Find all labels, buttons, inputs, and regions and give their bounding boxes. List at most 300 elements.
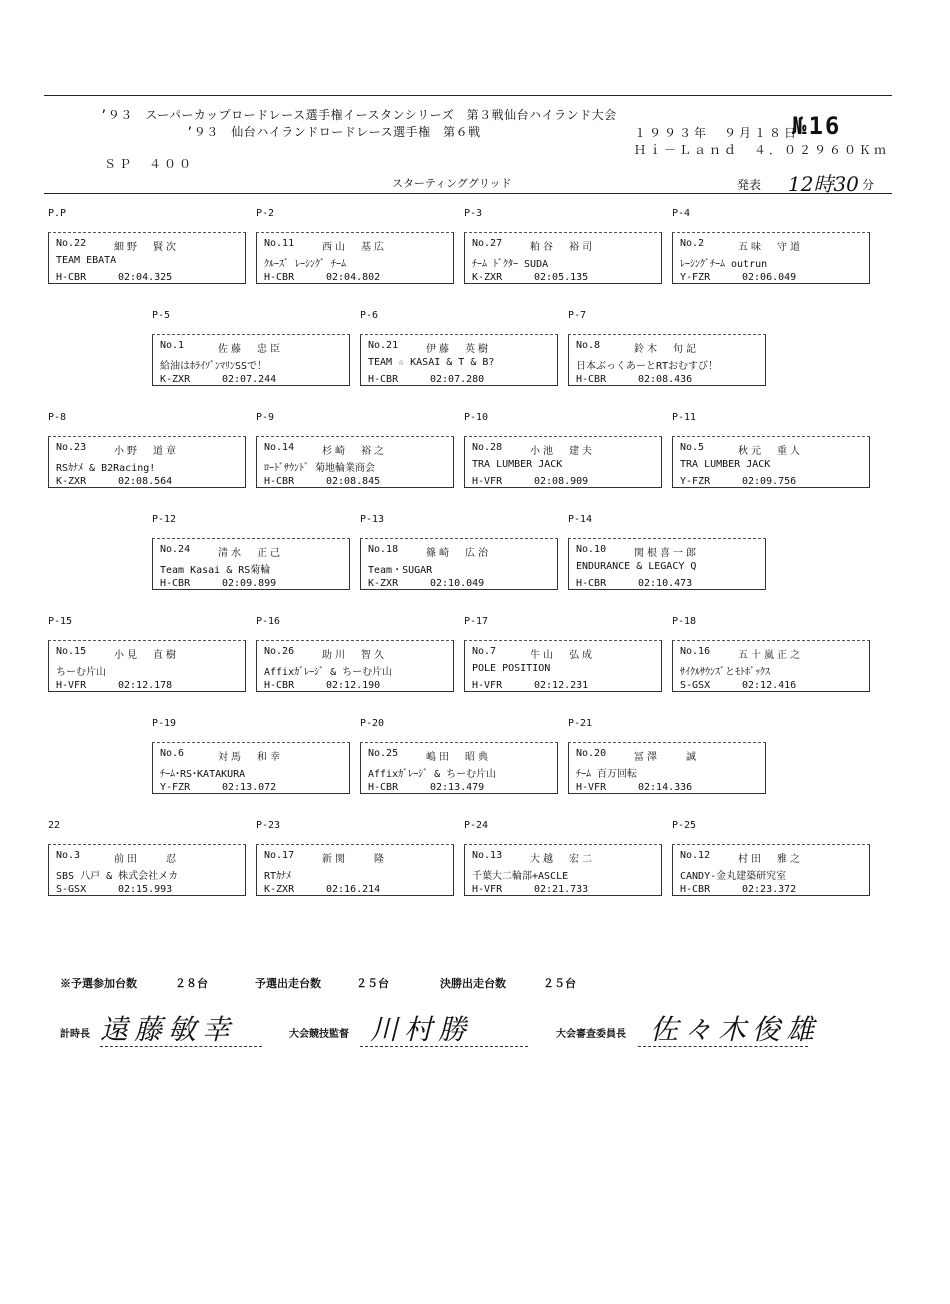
car-number: No.22 [56, 238, 87, 249]
car-number: No.23 [56, 442, 87, 453]
qualifying-time: 02:12.231 [534, 680, 589, 691]
machine: H-CBR [160, 578, 191, 589]
qualifying-time: 02:04.325 [118, 272, 173, 283]
rider-name: 新関 隆 [322, 854, 387, 865]
card-border [661, 437, 662, 488]
rider-name: 西山 基広 [322, 242, 387, 253]
card-border [765, 743, 766, 794]
car-number: No.16 [680, 646, 711, 657]
card-border [152, 793, 350, 794]
machine: H-VFR [56, 680, 87, 691]
steward-label: 大会審査委員長 [556, 1029, 626, 1040]
qualifying-time: 02:15.993 [118, 884, 173, 895]
team-name: RTｶﾅﾒ [264, 871, 292, 882]
grid-entry-card [672, 840, 870, 898]
page-title: スターティンググリッド [392, 177, 512, 190]
timekeeper-sign-line [100, 1046, 262, 1047]
car-number: No.13 [472, 850, 503, 861]
team-name: ｸﾙｰｽﾞ ﾚｰｼﾝｸﾞ ﾁｰﾑ [264, 259, 347, 270]
qualifying-time: 02:14.336 [638, 782, 693, 793]
machine: K-ZXR [472, 272, 503, 283]
car-number: No.28 [472, 442, 503, 453]
card-border [568, 539, 569, 590]
rider-name: 牛山 弘成 [530, 650, 595, 661]
car-number: No.3 [56, 850, 81, 861]
team-name: CANDY-金丸建築研究室 [680, 871, 787, 882]
card-border [672, 691, 870, 692]
team-name: Affixｶﾞﾚｰｼﾞ & ちーむ片山 [368, 769, 497, 780]
grid-entry-card [256, 228, 454, 286]
card-border [256, 641, 257, 692]
card-border [152, 385, 350, 386]
card-border [152, 335, 153, 386]
grid-entry-card [152, 330, 350, 388]
grid-position-label: P-13 [360, 514, 385, 525]
machine: H-CBR [264, 476, 295, 487]
car-number: No.20 [576, 748, 607, 759]
qualifying-time: 02:10.473 [638, 578, 693, 589]
grid-position-label: P-21 [568, 718, 593, 729]
grid-position-label: P-3 [464, 208, 483, 219]
timekeeper-label: 計時長 [60, 1029, 90, 1040]
card-border [48, 233, 49, 284]
machine: H-CBR [56, 272, 87, 283]
grid-position-label: P-9 [256, 412, 275, 423]
grid-position-label: P-6 [360, 310, 379, 321]
card-border [464, 691, 662, 692]
card-border [464, 641, 465, 692]
qualifying-time: 02:07.280 [430, 374, 485, 385]
rider-name: 鈴木 旬記 [634, 344, 699, 355]
machine: H-CBR [264, 680, 295, 691]
machine: S-GSX [680, 680, 711, 691]
qualifying-time: 02:06.049 [742, 272, 797, 283]
car-number: No.10 [576, 544, 607, 555]
team-name: ちーむ片山 [56, 667, 106, 678]
machine: K-ZXR [368, 578, 399, 589]
card-border [568, 538, 766, 539]
qualifying-time: 02:12.178 [118, 680, 173, 691]
card-border [152, 334, 350, 335]
grid-entry-card [48, 636, 246, 694]
car-number: No.8 [576, 340, 601, 351]
card-border [661, 845, 662, 896]
card-border [48, 641, 49, 692]
header-rule-top [44, 95, 892, 96]
card-border [568, 742, 766, 743]
announce-label: 発表 [737, 178, 762, 192]
grid-position-label: 22 [48, 820, 61, 831]
card-border [672, 845, 673, 896]
card-border [464, 845, 465, 896]
card-border [48, 691, 246, 692]
grid-entry-card [672, 432, 870, 490]
qualifying-time: 02:09.899 [222, 578, 277, 589]
card-border [464, 895, 662, 896]
car-number: No.18 [368, 544, 399, 555]
team-name: ﾁｰﾑ･RS･KATAKURA [160, 769, 246, 780]
card-border [349, 335, 350, 386]
card-border [360, 335, 361, 386]
card-border [152, 538, 350, 539]
card-border [672, 233, 673, 284]
machine: H-CBR [368, 782, 399, 793]
card-border [48, 232, 246, 233]
card-border [349, 539, 350, 590]
machine: K-ZXR [160, 374, 191, 385]
grid-position-label: P-7 [568, 310, 587, 321]
card-border [453, 641, 454, 692]
card-border [464, 283, 662, 284]
car-number: No.7 [472, 646, 497, 657]
card-border [869, 641, 870, 692]
qualifying-time: 02:07.244 [222, 374, 277, 385]
qualifying-time: 02:13.479 [430, 782, 485, 793]
rider-name: 杉崎 裕之 [322, 446, 387, 457]
card-border [360, 539, 361, 590]
rider-name: 嶋田 昭典 [426, 752, 491, 763]
machine: H-VFR [472, 680, 503, 691]
card-border [453, 845, 454, 896]
car-number: No.1 [160, 340, 185, 351]
card-border [152, 589, 350, 590]
final-starters-label: 決勝出走台数 [440, 977, 506, 990]
card-border [557, 539, 558, 590]
card-border [568, 334, 766, 335]
team-name: RSｶﾅﾒ & B2Racing! [56, 463, 156, 474]
card-border [152, 539, 153, 590]
qualifying-time: 02:08.564 [118, 476, 173, 487]
qualifying-time: 02:10.049 [430, 578, 485, 589]
qualifying-time: 02:08.436 [638, 374, 693, 385]
card-border [360, 538, 558, 539]
card-border [672, 436, 870, 437]
card-border [48, 845, 49, 896]
series-title-line2: ’９３ 仙台ハイランドロードレース選手権 第６戦 [186, 125, 481, 139]
grid-entry-card [256, 432, 454, 490]
card-border [672, 232, 870, 233]
card-border [48, 437, 49, 488]
machine: K-ZXR [264, 884, 295, 895]
machine: H-CBR [264, 272, 295, 283]
qualifying-time: 02:13.072 [222, 782, 277, 793]
card-border [672, 844, 870, 845]
grid-entry-card [360, 738, 558, 796]
qualifying-time: 02:08.845 [326, 476, 381, 487]
grid-entry-card [464, 636, 662, 694]
car-number: No.24 [160, 544, 191, 555]
car-number: No.14 [264, 442, 295, 453]
grid-entry-card [256, 840, 454, 898]
card-border [557, 743, 558, 794]
team-name: ｻｲｸﾙｻｳﾝｽﾞとﾓﾄﾎﾞｯｸｽ [680, 667, 770, 678]
card-border [360, 793, 558, 794]
rider-name: 清水 正己 [218, 548, 283, 559]
grid-position-label: P-5 [152, 310, 171, 321]
card-border [152, 743, 153, 794]
card-border [464, 437, 465, 488]
grid-entry-card [568, 738, 766, 796]
card-border [464, 487, 662, 488]
team-name: Team・SUGAR [368, 565, 433, 576]
card-border [557, 335, 558, 386]
grid-position-label: P-14 [568, 514, 593, 525]
car-number: No.15 [56, 646, 87, 657]
card-border [245, 233, 246, 284]
qualifying-time: 02:21.733 [534, 884, 589, 895]
team-name: 給油はﾎﾗｲｿﾞﾝﾏﾘﾝSSで！ [160, 361, 268, 372]
card-border [869, 233, 870, 284]
rider-name: 小見 直樹 [114, 650, 179, 661]
card-border [48, 487, 246, 488]
rider-name: 前田 忍 [114, 854, 179, 865]
event-date: １９９３年 ９月１８日 [634, 126, 800, 140]
machine: H-CBR [680, 884, 711, 895]
qualifying-time: 02:16.214 [326, 884, 381, 895]
card-border [256, 895, 454, 896]
card-border [464, 844, 662, 845]
rider-name: 助川 智久 [322, 650, 387, 661]
race-class: ＳＰ ４００ [104, 157, 195, 171]
team-name: ﾚｰｼﾝｸﾞﾁｰﾑ outrun [680, 259, 768, 270]
card-border [48, 436, 246, 437]
card-border [256, 283, 454, 284]
team-name: SBS 八戸 & 株式会社メカ [56, 871, 179, 882]
rider-name: 篠崎 広治 [426, 548, 491, 559]
card-border [48, 283, 246, 284]
qualifying-time: 02:12.190 [326, 680, 381, 691]
grid-entry-card [568, 534, 766, 592]
car-number: No.2 [680, 238, 705, 249]
machine: K-ZXR [56, 476, 87, 487]
car-number: No.25 [368, 748, 399, 759]
document-number: №16 [792, 112, 842, 140]
card-border [568, 589, 766, 590]
rider-name: 村田 雅之 [738, 854, 803, 865]
grid-entry-card [672, 228, 870, 286]
grid-entry-card [152, 534, 350, 592]
card-border [349, 743, 350, 794]
card-border [661, 233, 662, 284]
grid-entry-card [48, 228, 246, 286]
grid-position-label: P-16 [256, 616, 281, 627]
machine: H-VFR [472, 476, 503, 487]
team-name: Affixｶﾞﾚｰｼﾞ & ちーむ片山 [264, 667, 393, 678]
team-name: Team Kasai & RS菊輪 [160, 565, 271, 576]
card-border [453, 437, 454, 488]
grid-position-label: P-23 [256, 820, 281, 831]
card-border [464, 233, 465, 284]
card-border [672, 487, 870, 488]
grid-entry-card [464, 228, 662, 286]
grid-position-label: P-18 [672, 616, 697, 627]
rider-name: 小池 建夫 [530, 446, 595, 457]
card-border [672, 641, 673, 692]
car-number: No.5 [680, 442, 705, 453]
machine: H-VFR [472, 884, 503, 895]
announce-time-handwritten: 12時30 [788, 172, 859, 196]
final-starters-value: ２５台 [543, 977, 576, 990]
card-border [568, 385, 766, 386]
rider-name: 五十嵐正之 [738, 650, 803, 661]
rider-name: 冨澤 誠 [634, 752, 699, 763]
grid-entry-card [464, 432, 662, 490]
qualifying-time: 02:12.416 [742, 680, 797, 691]
card-border [464, 232, 662, 233]
team-name: ENDURANCE & LEGACY Q [576, 561, 697, 572]
card-border [360, 742, 558, 743]
steward-sign-line [638, 1046, 808, 1047]
team-name: ﾛｰﾄﾞｻｳﾝﾄﾞ 菊地輪業商会 [264, 463, 376, 474]
team-name: ﾁｰﾑ 百万回転 [576, 769, 638, 780]
grid-entry-card [568, 330, 766, 388]
card-border [464, 436, 662, 437]
team-name: TRA LUMBER JACK [680, 459, 771, 470]
card-border [672, 283, 870, 284]
series-title-line1: ’９３ スーパーカップロードレース選手権イースタンシリーズ 第３戦仙台ハイランド大会 [100, 108, 617, 122]
rider-name: 大越 宏二 [530, 854, 595, 865]
qualifying-time: 02:08.909 [534, 476, 589, 487]
card-border [256, 436, 454, 437]
announce-unit: 分 [862, 178, 875, 192]
grid-position-label: P-17 [464, 616, 489, 627]
director-sign-line [360, 1046, 528, 1047]
director-signature: 川村勝 [370, 1013, 473, 1046]
card-border [568, 793, 766, 794]
team-name: ﾁｰﾑ ﾄﾞｸﾀｰ SUDA [472, 259, 549, 270]
rider-name: 秋元 重人 [738, 446, 803, 457]
team-name: 日本ぶっくあーとRTおむすび！ [576, 361, 719, 372]
car-number: No.26 [264, 646, 295, 657]
timekeeper-signature: 遠藤敏幸 [100, 1013, 237, 1046]
card-border [256, 845, 257, 896]
card-border [256, 437, 257, 488]
card-border [360, 334, 558, 335]
qual-entries-value: ２８台 [175, 977, 208, 990]
machine: Y-FZR [680, 476, 711, 487]
rider-name: 対馬 和幸 [218, 752, 283, 763]
card-border [869, 845, 870, 896]
card-border [256, 640, 454, 641]
grid-position-label: P.P [48, 208, 67, 219]
rider-name: 細野 賢次 [114, 242, 179, 253]
qual-starters-label: 予選出走台数 [255, 977, 321, 990]
grid-entry-card [672, 636, 870, 694]
car-number: No.21 [368, 340, 399, 351]
card-border [672, 895, 870, 896]
rider-name: 関根喜一郎 [634, 548, 699, 559]
qualifying-time: 02:09.756 [742, 476, 797, 487]
rider-name: 伊藤 英樹 [426, 344, 491, 355]
card-border [360, 385, 558, 386]
grid-position-label: P-19 [152, 718, 177, 729]
card-border [245, 437, 246, 488]
card-border [48, 895, 246, 896]
card-border [765, 335, 766, 386]
machine: H-CBR [368, 374, 399, 385]
card-border [360, 743, 361, 794]
card-border [256, 232, 454, 233]
card-border [453, 233, 454, 284]
grid-position-label: P-11 [672, 412, 697, 423]
card-border [672, 437, 673, 488]
car-number: No.11 [264, 238, 295, 249]
rider-name: 小野 道章 [114, 446, 179, 457]
card-border [245, 641, 246, 692]
grid-position-label: P-2 [256, 208, 275, 219]
car-number: No.12 [680, 850, 711, 861]
qualifying-time: 02:05.135 [534, 272, 589, 283]
card-border [48, 640, 246, 641]
grid-position-label: P-10 [464, 412, 489, 423]
rider-name: 五味 守道 [738, 242, 803, 253]
venue-distance: Ｈｉ－Ｌａｎｄ ４．０２９６０Ｋｍ [634, 143, 890, 157]
card-border [256, 233, 257, 284]
card-border [869, 437, 870, 488]
card-border [661, 641, 662, 692]
grid-entry-card [152, 738, 350, 796]
card-border [256, 691, 454, 692]
grid-position-label: P-8 [48, 412, 67, 423]
grid-entry-card [48, 840, 246, 898]
qualifying-time: 02:23.372 [742, 884, 797, 895]
team-name: TEAM EBATA [56, 255, 117, 266]
grid-entry-card [256, 636, 454, 694]
qualifying-time: 02:04.802 [326, 272, 381, 283]
team-name: TRA LUMBER JACK [472, 459, 563, 470]
card-border [245, 845, 246, 896]
header-rule-bottom [44, 193, 892, 194]
machine: H-VFR [576, 782, 607, 793]
grid-entry-card [464, 840, 662, 898]
director-label: 大会競技監督 [289, 1029, 349, 1040]
grid-entry-card [48, 432, 246, 490]
grid-position-label: P-12 [152, 514, 177, 525]
card-border [360, 589, 558, 590]
card-border [672, 640, 870, 641]
card-border [256, 487, 454, 488]
card-border [152, 742, 350, 743]
qual-entries-label: ※予選参加台数 [60, 977, 137, 990]
team-name: TEAM ☆ KASAI & T & B? [368, 357, 495, 368]
grid-position-label: P-20 [360, 718, 385, 729]
card-border [48, 844, 246, 845]
card-border [464, 640, 662, 641]
machine: Y-FZR [680, 272, 711, 283]
card-border [765, 539, 766, 590]
grid-entry-card [360, 330, 558, 388]
grid-position-label: P-24 [464, 820, 489, 831]
grid-position-label: P-25 [672, 820, 697, 831]
machine: Y-FZR [160, 782, 191, 793]
card-border [568, 335, 569, 386]
grid-entry-card [360, 534, 558, 592]
machine: S-GSX [56, 884, 87, 895]
rider-name: 粕谷 裕司 [530, 242, 595, 253]
car-number: No.6 [160, 748, 185, 759]
grid-position-label: P-4 [672, 208, 691, 219]
card-border [568, 743, 569, 794]
steward-signature: 佐々木俊雄 [650, 1013, 821, 1046]
machine: H-CBR [576, 578, 607, 589]
card-border [256, 844, 454, 845]
machine: H-CBR [576, 374, 607, 385]
team-name: POLE POSITION [472, 663, 551, 674]
rider-name: 佐藤 忠臣 [218, 344, 283, 355]
qual-starters-value: ２５台 [356, 977, 389, 990]
car-number: No.17 [264, 850, 295, 861]
grid-position-label: P-15 [48, 616, 73, 627]
